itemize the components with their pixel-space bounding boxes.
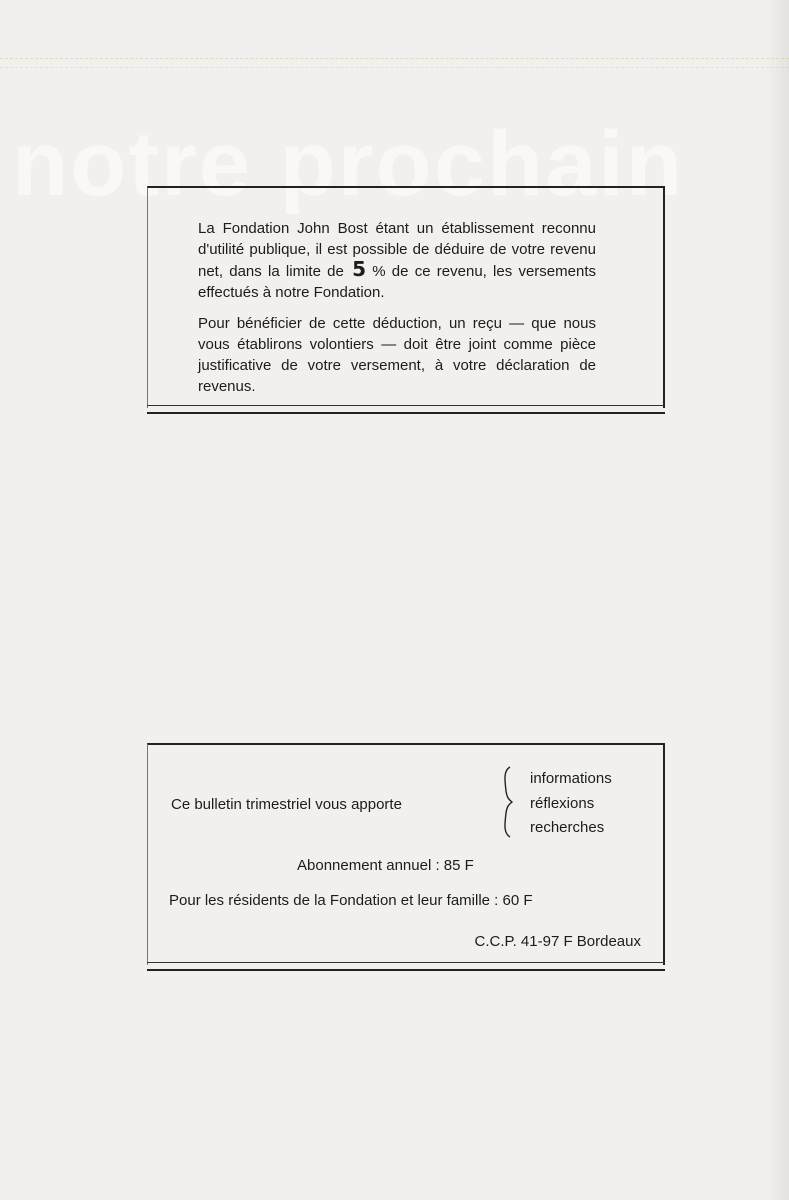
- residents-subscription-price: Pour les résidents de la Fondation et leur famille : 60 F: [169, 892, 533, 909]
- tax-deduction-text: [198, 218, 596, 397]
- deduction-paragraph-1-end: % de ce revenu, les versements effectués à notre Fondation.: [198, 263, 596, 301]
- bulletin-intro: Ce bulletin trimestriel vous apporte: [171, 796, 402, 813]
- show-through-strip: [0, 58, 789, 68]
- bulletin-subscription-box: [147, 743, 665, 965]
- page-edge-shadow: [765, 0, 789, 1200]
- deduction-paragraph-1: [198, 218, 596, 303]
- curly-brace-icon: [498, 765, 518, 839]
- deduction-limit-value: 5: [352, 257, 366, 281]
- deduction-paragraph-2: Pour bénéficier de cette déduction, un reçu — que nous vous établirons volontiers — doit être joint comme pièce justificative de votre versement, à votre déclaration de revenus.: [198, 315, 596, 395]
- deduction-paragraph-1-start: La Fondation John Bost étant un établissement reconnu d'utilité publique, il est possible de déduire de votre revenu net, dans la limite de: [198, 220, 596, 280]
- topic-informations: informations: [530, 770, 612, 787]
- tax-deduction-notice-box: [147, 186, 665, 408]
- bulletin-topics-list: [530, 767, 612, 841]
- annual-subscription-price: Abonnement annuel : 85 F: [297, 857, 474, 874]
- topic-reflexions: réflexions: [530, 794, 595, 812]
- ccp-account: C.C.P. 41-97 F Bordeaux: [474, 933, 641, 950]
- topic-recherches: recherches: [530, 819, 605, 836]
- show-through-watermark: notre prochain: [12, 113, 685, 215]
